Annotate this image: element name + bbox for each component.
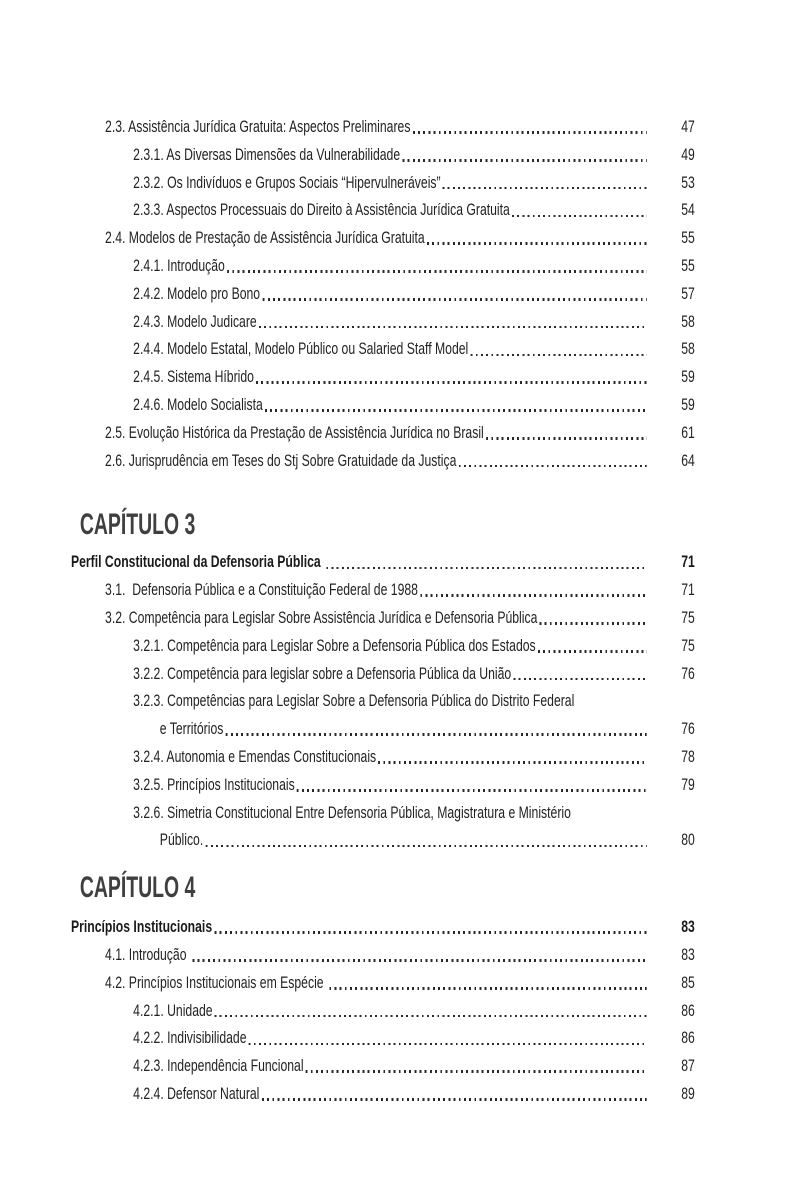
chapter-heading-text: CAPÍTULO 4: [79, 871, 196, 905]
toc-entry-continuation-row: [71, 716, 695, 744]
toc-entry-row: [71, 1025, 695, 1053]
page-number: 49: [681, 145, 695, 164]
dot-leader: [192, 959, 647, 962]
toc-entry-continuation-row: [71, 827, 695, 855]
dot-leader: [262, 298, 646, 301]
page-number: 75: [681, 636, 695, 655]
page-number: 76: [681, 720, 695, 739]
page-number: 64: [681, 451, 695, 470]
dot-leader: [378, 761, 646, 764]
page-number: 59: [681, 395, 695, 414]
entry-text: 4.2. Princípios Institucionais em Espécie: [105, 973, 327, 992]
dot-leader: [459, 465, 647, 468]
entry-text: 4.1. Introdução: [105, 945, 190, 964]
toc-entry-row: [71, 392, 695, 420]
toc-entry-row: [71, 448, 695, 476]
dot-leader: [226, 733, 647, 736]
entry-text: 2.4.3. Modelo Judicare: [133, 312, 257, 331]
entry-text: 2.3.2. Os Indivíduos e Grupos Sociais “Hipervulneráveis”: [133, 173, 441, 192]
entry-text: 3.2.4. Autonomia e Emendas Constitucionais: [133, 747, 377, 766]
page-number: 55: [681, 229, 695, 248]
page-number: 80: [681, 831, 695, 850]
toc-entry-row: [71, 577, 695, 605]
entry-text: 2.4.2. Modelo pro Bono: [133, 284, 261, 303]
entry-text: 2.4.1. Introdução: [133, 256, 225, 275]
entry-text: 2.5. Evolução Histórica da Prestação de Assistência Jurídica no Brasil: [105, 423, 484, 442]
entry-text: 3.2.1. Competência para Legislar Sobre a Defensoria Pública dos Estados: [133, 636, 536, 655]
toc-entry-row: [71, 420, 695, 448]
entry-text: 2.3.1. As Diversas Dimensões da Vulnerabilidade: [133, 145, 401, 164]
page-number: 86: [681, 1001, 695, 1020]
entry-text: 3.2.2. Competência para legislar sobre a Defensoria Pública da União: [133, 664, 512, 683]
page-number: 59: [681, 368, 695, 387]
toc-entry-row: [71, 142, 695, 170]
page-number: 58: [681, 340, 695, 359]
dot-leader: [265, 409, 647, 412]
dot-leader: [215, 1015, 647, 1018]
dot-leader: [486, 437, 647, 440]
toc-entry-row: [71, 114, 695, 142]
toc-entry-row: [71, 197, 695, 225]
dot-leader: [227, 270, 647, 273]
dot-leader: [326, 567, 646, 570]
toc-root: [71, 114, 695, 1109]
entry-text: 3.2.3. Competências para Legislar Sobre a Defensoria Pública do Distrito Federal: [133, 692, 575, 711]
entry-text: 3.2.5. Princípios Institucionais: [133, 775, 295, 794]
toc-entry-row: [71, 605, 695, 633]
entry-text: 4.2.1. Unidade: [133, 1001, 213, 1020]
toc-entry-row: [71, 1081, 695, 1109]
entry-text: 3.1. Defensoria Pública e a Constituição Federal de 1988: [105, 581, 418, 600]
page-number: 85: [681, 973, 695, 992]
dot-leader: [538, 650, 647, 653]
chapter-heading: [71, 508, 695, 542]
page-number: 71: [681, 581, 695, 600]
dot-leader: [470, 354, 646, 357]
dot-leader: [443, 187, 647, 190]
dot-leader: [420, 594, 647, 597]
page-number: 87: [681, 1057, 695, 1076]
page-number: 83: [681, 945, 695, 964]
dot-leader: [262, 1098, 647, 1101]
dot-leader: [540, 622, 647, 625]
toc-entry-row: [71, 1053, 695, 1081]
page-number: 79: [681, 775, 695, 794]
toc-entry-row: [71, 309, 695, 337]
toc-entry-row: [71, 549, 695, 577]
page-number: 57: [681, 284, 695, 303]
toc-entry-row: [71, 998, 695, 1026]
entry-text: Princípios Institucionais: [71, 918, 213, 937]
page-number: 47: [681, 118, 695, 136]
toc-entry-row: [71, 800, 695, 828]
entry-text: 2.3. Assistência Jurídica Gratuita: Aspectos Preliminares: [105, 118, 411, 136]
page-number: 86: [681, 1029, 695, 1048]
dot-leader: [513, 678, 646, 681]
toc-entry-row: [71, 970, 695, 998]
toc-entry-row: [71, 688, 695, 716]
toc-entry-row: [71, 633, 695, 661]
chapter-heading-text: CAPÍTULO 3: [79, 508, 196, 542]
entry-text: 2.3.3. Aspectos Processuais do Direito à Assistência Jurídica Gratuita: [133, 201, 510, 220]
page-number: 53: [681, 173, 695, 192]
dot-leader: [297, 789, 647, 792]
dot-leader: [249, 1043, 647, 1046]
toc-entry-row: [71, 772, 695, 800]
entry-text: 3.2.6. Simetria Constitucional Entre Defensoria Pública, Magistratura e Ministério: [133, 803, 571, 822]
dot-leader: [205, 845, 646, 848]
dot-leader: [306, 1070, 647, 1073]
entry-text: 2.6. Jurisprudência em Teses do Stj Sobre Gratuidade da Justiça: [105, 451, 457, 470]
entry-text: 2.4.6. Modelo Socialista: [133, 395, 263, 414]
page-number: 76: [681, 664, 695, 683]
chapter-heading: [71, 871, 695, 905]
page-number: 61: [681, 423, 695, 442]
page-number: 83: [681, 918, 695, 937]
toc-entry-row: [71, 364, 695, 392]
dot-leader: [413, 131, 647, 134]
dot-leader: [427, 242, 647, 245]
entry-text: 2.4.4. Modelo Estatal, Modelo Público ou Salaried Staff Model: [133, 340, 469, 359]
dot-leader: [512, 215, 647, 218]
dot-leader: [329, 987, 647, 990]
page-number: 78: [681, 747, 695, 766]
toc-entry-row: [71, 661, 695, 689]
toc-entry-row: [71, 942, 695, 970]
entry-text: Público.: [159, 831, 204, 850]
dot-leader: [402, 159, 646, 162]
entry-text: 4.2.2. Indivisibilidade: [133, 1029, 247, 1048]
toc-entry-row: [71, 336, 695, 364]
entry-text: Perfil Constitucional da Defensoria Pública: [71, 553, 325, 572]
page-number: 89: [681, 1084, 695, 1103]
toc-entry-row: [71, 914, 695, 942]
toc-entry-row: [71, 744, 695, 772]
page-number: 58: [681, 312, 695, 331]
entry-text: 2.4.5. Sistema Híbrido: [133, 368, 254, 387]
entry-text: e Territórios: [159, 720, 224, 739]
page-number: 54: [681, 201, 695, 220]
entry-text: 4.2.3. Independência Funcional: [133, 1057, 304, 1076]
toc-entry-row: [71, 170, 695, 198]
entry-text: 3.2. Competência para Legislar Sobre Assistência Jurídica e Defensoria Pública: [105, 608, 538, 627]
page-number: 75: [681, 608, 695, 627]
toc-entry-row: [71, 253, 695, 281]
page-number: 71: [681, 553, 695, 572]
dot-leader: [256, 381, 647, 384]
toc-entry-row: [71, 225, 695, 253]
page-number: 55: [681, 256, 695, 275]
dot-leader: [214, 931, 646, 934]
entry-text: 4.2.4. Defensor Natural: [133, 1084, 260, 1103]
dot-leader: [259, 326, 647, 329]
entry-text: 2.4. Modelos de Prestação de Assistência Jurídica Gratuita: [105, 229, 425, 248]
toc-entry-row: [71, 281, 695, 309]
